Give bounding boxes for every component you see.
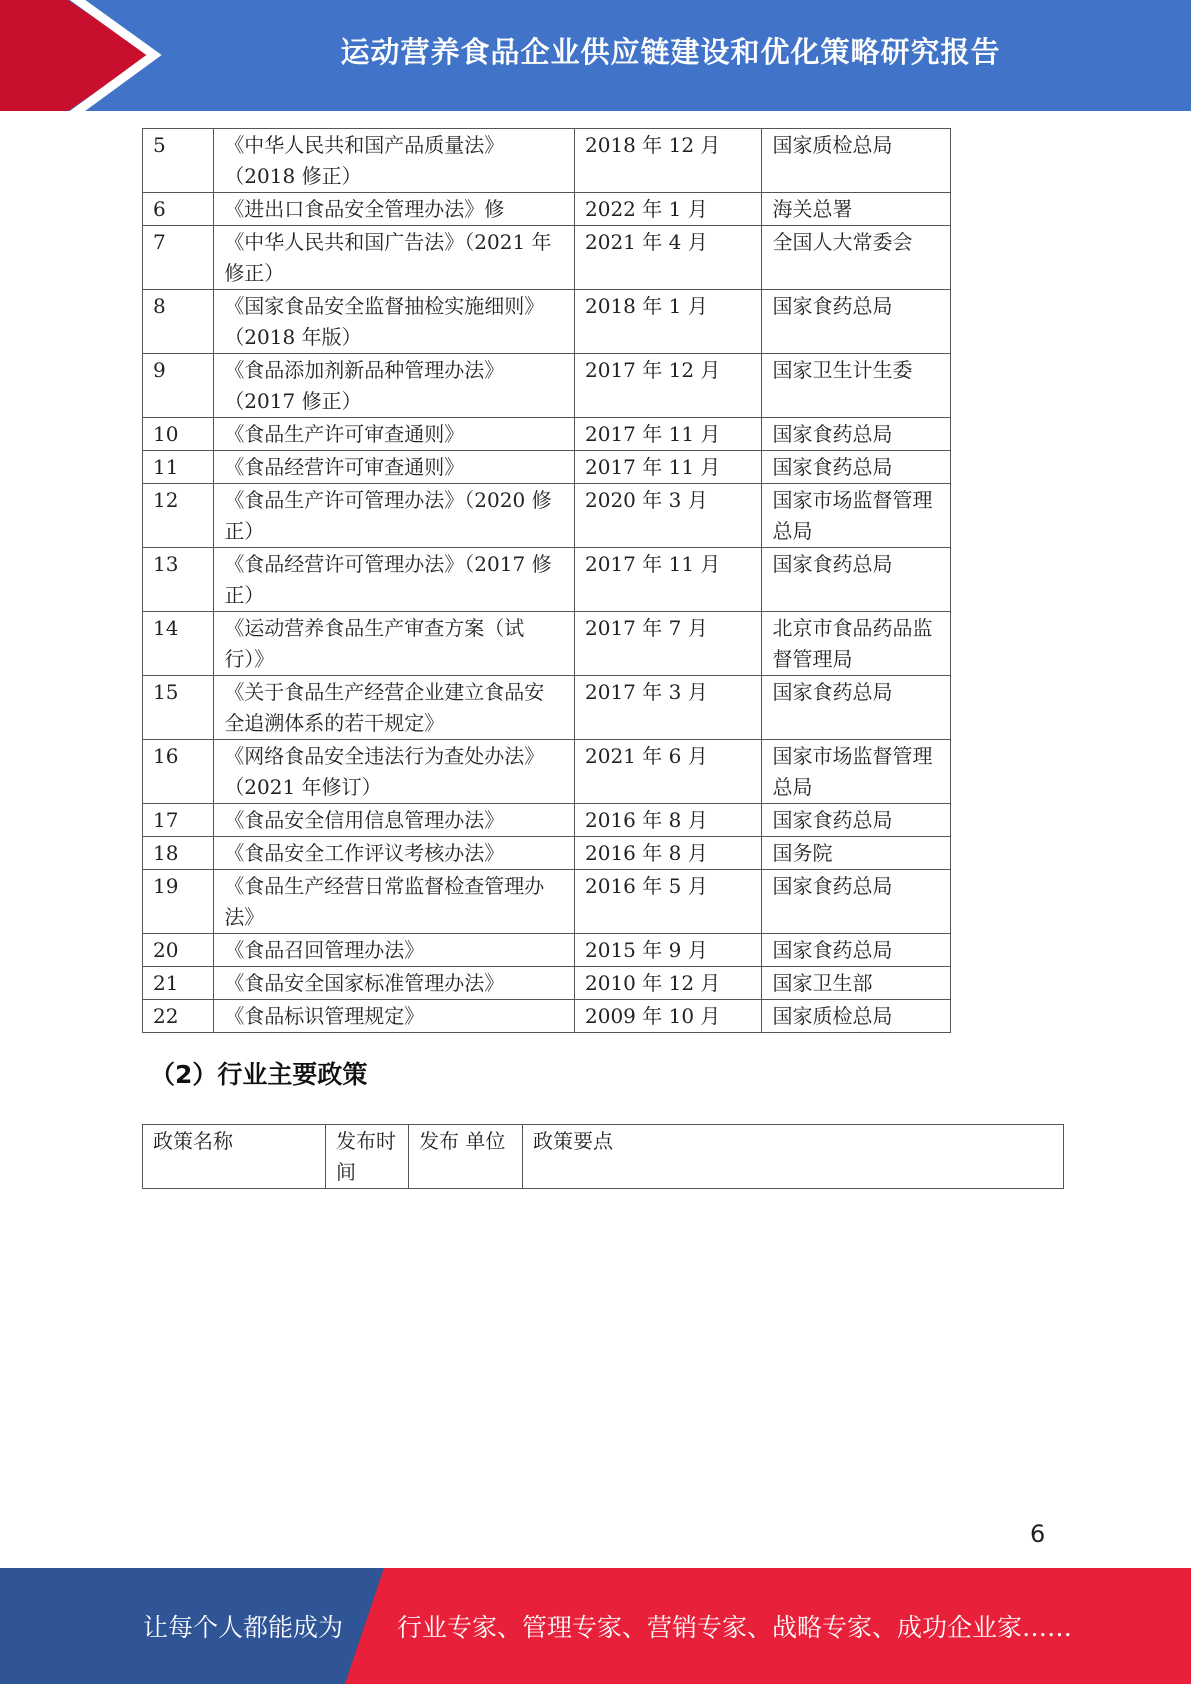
- law-title-cell: 《进出口食品安全管理办法》修: [214, 193, 575, 226]
- law-index-cell: 7: [143, 226, 214, 290]
- law-date-cell: 2010 年 12 月: [575, 967, 762, 1000]
- law-issuer-cell: 国家食药总局: [762, 418, 951, 451]
- policy-header-date: 发布时间: [326, 1125, 409, 1189]
- law-title-cell: 《食品经营许可管理办法》（2017 修正）: [214, 548, 575, 612]
- law-issuer-cell: 国家市场监督管理总局: [762, 484, 951, 548]
- law-date-cell: 2016 年 5 月: [575, 870, 762, 934]
- law-issuer-cell: 国务院: [762, 837, 951, 870]
- law-title-cell: 《网络食品安全违法行为查处办法》 （2021 年修订）: [214, 740, 575, 804]
- law-index-cell: 12: [143, 484, 214, 548]
- law-date-cell: 2020 年 3 月: [575, 484, 762, 548]
- page-number: 6: [1030, 1520, 1046, 1548]
- law-date-cell: 2018 年 12 月: [575, 129, 762, 193]
- page-footer: [0, 1568, 1191, 1684]
- law-title-cell: 《食品安全工作评议考核办法》: [214, 837, 575, 870]
- policy-header-issuer: 发布 单位: [409, 1125, 523, 1189]
- law-date-cell: 2017 年 11 月: [575, 451, 762, 484]
- law-index-cell: 9: [143, 354, 214, 418]
- law-date-cell: 2016 年 8 月: [575, 837, 762, 870]
- law-date-cell: 2018 年 1 月: [575, 290, 762, 354]
- law-table-row: [143, 129, 951, 193]
- law-table-row: [143, 418, 951, 451]
- law-index-cell: 13: [143, 548, 214, 612]
- law-table-row: [143, 837, 951, 870]
- law-index-cell: 21: [143, 967, 214, 1000]
- law-date-cell: 2016 年 8 月: [575, 804, 762, 837]
- law-table-row: [143, 548, 951, 612]
- law-index-cell: 14: [143, 612, 214, 676]
- law-issuer-cell: 国家食药总局: [762, 548, 951, 612]
- law-issuer-cell: 国家食药总局: [762, 451, 951, 484]
- law-title-cell: 《关于食品生产经营企业建立食品安全追溯体系的若干规定》: [214, 676, 575, 740]
- law-date-cell: 2017 年 12 月: [575, 354, 762, 418]
- law-table-row: [143, 612, 951, 676]
- law-title-cell: 《食品经营许可审查通则》: [214, 451, 575, 484]
- law-issuer-cell: 国家卫生计生委: [762, 354, 951, 418]
- law-issuer-cell: 国家市场监督管理总局: [762, 740, 951, 804]
- law-title-cell: 《食品生产许可审查通则》: [214, 418, 575, 451]
- law-date-cell: 2009 年 10 月: [575, 1000, 762, 1033]
- law-date-cell: 2017 年 11 月: [575, 548, 762, 612]
- law-title-cell: 《食品生产经营日常监督检查管理办法》: [214, 870, 575, 934]
- law-table-row: [143, 354, 951, 418]
- law-title-cell: 《中华人民共和国广告法》（2021 年修正）: [214, 226, 575, 290]
- law-title-cell: 《食品添加剂新品种管理办法》（2017 修正）: [214, 354, 575, 418]
- law-title-cell: 《食品标识管理规定》: [214, 1000, 575, 1033]
- law-table-row: [143, 290, 951, 354]
- law-issuer-cell: 国家食药总局: [762, 870, 951, 934]
- law-date-cell: 2021 年 6 月: [575, 740, 762, 804]
- policy-table: [142, 1124, 1064, 1189]
- law-table-row: [143, 870, 951, 934]
- header-red-chevron: [0, 0, 150, 111]
- law-table-row: [143, 1000, 951, 1033]
- law-index-cell: 17: [143, 804, 214, 837]
- law-title-cell: 《食品安全信用信息管理办法》: [214, 804, 575, 837]
- law-issuer-cell: 全国人大常委会: [762, 226, 951, 290]
- law-date-cell: 2017 年 7 月: [575, 612, 762, 676]
- law-title-cell: 《中华人民共和国产品质量法》（2018 修正）: [214, 129, 575, 193]
- law-title-cell: 《食品生产许可管理办法》（2020 修正）: [214, 484, 575, 548]
- law-issuer-cell: 国家食药总局: [762, 934, 951, 967]
- law-index-cell: 5: [143, 129, 214, 193]
- law-issuer-cell: 国家质检总局: [762, 129, 951, 193]
- law-issuer-cell: 国家质检总局: [762, 1000, 951, 1033]
- law-index-cell: 18: [143, 837, 214, 870]
- law-index-cell: 11: [143, 451, 214, 484]
- law-index-cell: 10: [143, 418, 214, 451]
- law-date-cell: 2022 年 1 月: [575, 193, 762, 226]
- law-date-cell: 2017 年 3 月: [575, 676, 762, 740]
- law-date-cell: 2021 年 4 月: [575, 226, 762, 290]
- law-index-cell: 20: [143, 934, 214, 967]
- law-table-row: [143, 740, 951, 804]
- law-title-cell: 《食品召回管理办法》: [214, 934, 575, 967]
- law-table-row: [143, 226, 951, 290]
- law-title-cell: 《运动营养食品生产审查方案（试行）》: [214, 612, 575, 676]
- law-index-cell: 15: [143, 676, 214, 740]
- policy-table-header-row: [143, 1125, 1064, 1189]
- law-index-cell: 16: [143, 740, 214, 804]
- footer-slogan-right: 行业专家、管理专家、营销专家、战略专家、成功企业家……: [397, 1613, 1073, 1642]
- law-title-cell: 《国家食品安全监督抽检实施细则》 （2018 年版）: [214, 290, 575, 354]
- page-header: [0, 0, 1191, 111]
- law-date-cell: 2015 年 9 月: [575, 934, 762, 967]
- report-title: 运动营养食品企业供应链建设和优化策略研究报告: [340, 34, 1001, 69]
- law-issuer-cell: 海关总署: [762, 193, 951, 226]
- law-table: [142, 128, 951, 1033]
- law-table-row: [143, 484, 951, 548]
- law-index-cell: 6: [143, 193, 214, 226]
- law-issuer-cell: 国家食药总局: [762, 290, 951, 354]
- law-index-cell: 22: [143, 1000, 214, 1033]
- law-issuer-cell: 国家卫生部: [762, 967, 951, 1000]
- law-issuer-cell: 国家食药总局: [762, 676, 951, 740]
- footer-slogan-left: 让每个人都能成为: [143, 1613, 344, 1642]
- law-index-cell: 19: [143, 870, 214, 934]
- policy-header-points: 政策要点: [523, 1125, 1064, 1189]
- policy-header-name: 政策名称: [143, 1125, 326, 1189]
- law-table-row: [143, 676, 951, 740]
- law-table-row: [143, 967, 951, 1000]
- section-heading: （2）行业主要政策: [150, 1060, 368, 1089]
- law-table-row: [143, 193, 951, 226]
- law-issuer-cell: 北京市食品药品监督管理局: [762, 612, 951, 676]
- law-issuer-cell: 国家食药总局: [762, 804, 951, 837]
- law-table-row: [143, 451, 951, 484]
- law-title-cell: 《食品安全国家标准管理办法》: [214, 967, 575, 1000]
- law-date-cell: 2017 年 11 月: [575, 418, 762, 451]
- law-table-row: [143, 934, 951, 967]
- law-table-row: [143, 804, 951, 837]
- law-index-cell: 8: [143, 290, 214, 354]
